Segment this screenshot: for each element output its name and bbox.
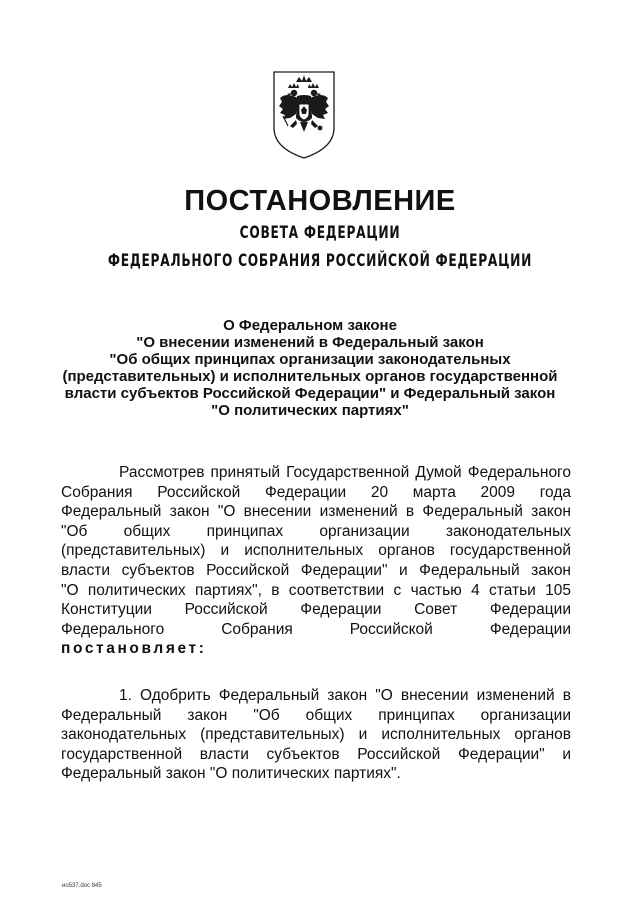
issuer-line-2: ФЕДЕРАЛЬНОГО СОБРАНИЯ РОССИЙСКОЙ ФЕДЕРАЦИИ bbox=[107, 251, 533, 271]
law-heading bbox=[20, 317, 600, 419]
preamble-paragraph bbox=[61, 463, 571, 659]
resolution-item-1 bbox=[61, 686, 571, 784]
law-heading-line: "Об общих принципах организации законодательных bbox=[109, 351, 511, 368]
resolution-line: законодательных (представительных) и исполнительных органов bbox=[61, 726, 571, 744]
law-heading-line: "О внесении изменений в Федеральный закон bbox=[136, 334, 484, 351]
preamble-line: Собрания Российской Федерации 20 марта 2009 года bbox=[61, 483, 571, 501]
preamble-line: (представительных) и исполнительных органов государственной bbox=[61, 542, 571, 560]
preamble-line: Конституции Российской Федерации Совет Федерации bbox=[61, 601, 571, 619]
law-heading-line: "О политических партиях" bbox=[211, 402, 409, 419]
preamble-line: "Об общих принципах организации законодательных bbox=[61, 522, 571, 540]
preamble-line: власти субъектов Российской Федерации" и Федеральный закон bbox=[61, 561, 571, 579]
law-heading-line: (представительных) и исполнительных органов государственной bbox=[62, 368, 558, 385]
decision-word: постановляет: bbox=[61, 640, 207, 658]
footer-document-code: ио537.doc 845 bbox=[62, 883, 102, 889]
preamble-line: Федеральный закон "О внесении изменений в Федеральный закон bbox=[61, 503, 571, 521]
preamble-line: "О политических партиях", в соответствии с частью 4 статьи 105 bbox=[61, 581, 571, 599]
preamble-line: Федерального Собрания Российской Федерации bbox=[61, 620, 571, 638]
resolution-line: государственной власти субъектов Российской Федерации" и bbox=[61, 745, 571, 763]
document-title: ПОСТАНОВЛЕНИЕ bbox=[184, 185, 456, 217]
preamble-line: Рассмотрев принятый Государственной Думой Федерального bbox=[119, 464, 571, 481]
law-heading-line: О Федеральном законе bbox=[223, 317, 397, 334]
resolution-line: Федеральный закон "О политических партиях". bbox=[61, 765, 401, 783]
resolution-line: 1. Одобрить Федеральный закон "О внесении изменений в bbox=[119, 687, 571, 704]
resolution-line: Федеральный закон "Об общих принципах организации bbox=[61, 706, 571, 724]
issuer-line-1: СОВЕТА ФЕДЕРАЦИИ bbox=[239, 223, 401, 243]
coat-of-arms-icon bbox=[270, 68, 338, 162]
law-heading-line: власти субъектов Российской Федерации" и Федеральный закон bbox=[64, 385, 556, 402]
